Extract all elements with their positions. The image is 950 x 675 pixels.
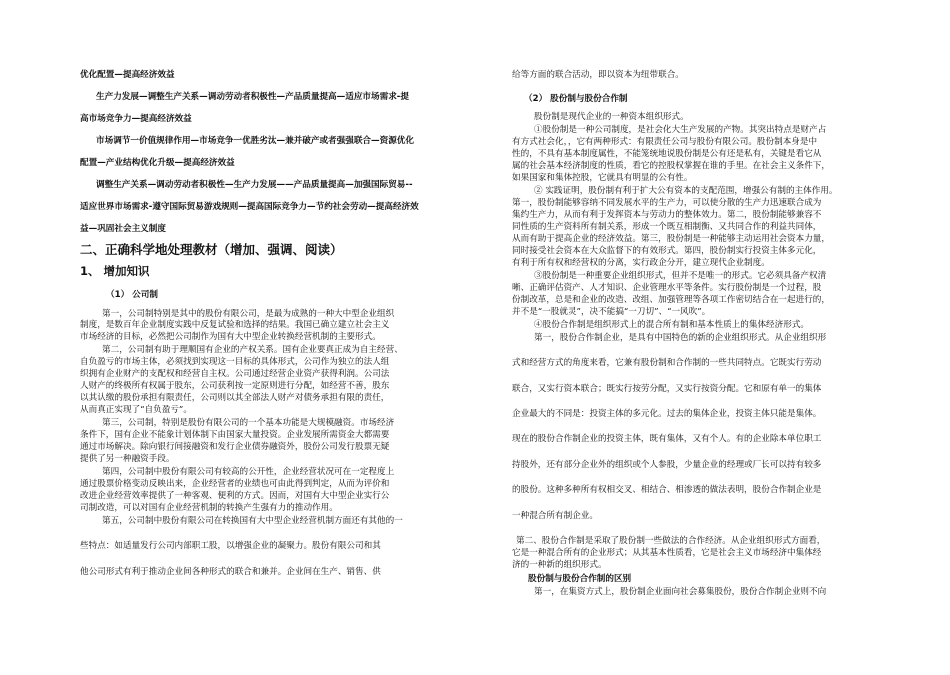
- left-bold-line: 优化配置—提高经济效益: [80, 70, 175, 80]
- left-text-line: 第二，公司制有助于理顺国有企业的产权关系。国有企业要真正成为自主经营、: [102, 345, 403, 355]
- right-text-line: 份制改革，总是和企业的改造、改组、加强管理等各项工作密切结合在一起进行的，: [512, 295, 830, 305]
- left-bold-line: 生产力发展—调整生产关系—调动劳动者积极性—产品质量提高—适应市场需求-提: [96, 92, 409, 102]
- left-bold-line: 高市场竞争力—提高经济效益: [80, 114, 192, 124]
- right-text-line: 的股份。这种多种所有权相交叉、相结合、相渗透的做法表明，股份合作制企业是: [512, 485, 822, 495]
- right-text-line: 同时接受社会资本在大众监督下的有效形式。第四，股份制实行投资主体多元化，: [512, 246, 822, 256]
- right-text-line: ③股份制是一种重要企业组织形式，但并不是唯一的形式。它必须具备产权清: [534, 271, 827, 281]
- right-text-line: 同性质的生产资料所有制关系，形成一个既互相制衡、又共同合作的利益共同体，: [512, 222, 822, 232]
- left-text-line: 人财产的终极所有权属于股东，公司获利按一定原则进行分配，如经营不善，股东: [80, 381, 390, 391]
- right-text-line: 持股外，还有部分企业外的组织或个人参股，少量企业的经理或厂长可以持有较多: [512, 460, 822, 470]
- subsection-heading: 1、 增加知识: [80, 264, 150, 278]
- right-text-line: 集约生产力，从而有利于发挥资本与劳动力的整体效力。第二，股份制能够兼容不: [512, 210, 822, 220]
- right-text-line: 第一，股份合作制企业，是具有中国特色的新的企业组织形式。从企业组织形: [534, 333, 827, 343]
- left-text-line: 第三，公司制，特别是股份有限公司的一个基本功能是大规模融资。市场经济: [102, 418, 395, 428]
- left-text-line: 条件下，国有企业不能象计划体制下由国家大量投资。企业发展所需资金大都需要: [80, 430, 390, 440]
- right-text-line: 晰、正确评估资产、人才知识、企业管理水平等条件。实行股份制是一个过程，股: [512, 283, 822, 293]
- left-text-line: 改进企业经营效率提供了一种客观、便利的方式。因而，对国有大中型企业实行公: [80, 491, 390, 501]
- right-text-line: 给等方面的联合活动，即以资本为纽带联合。: [512, 70, 684, 80]
- left-bold-line: 调整生产关系—调动劳动者积极性—生产力发展——产品质量提高—加强国际贸易--: [96, 180, 413, 190]
- right-text-line: 一种混合所有制企业。: [512, 511, 598, 521]
- left-text-line: 织拥有企业财产的支配权和经营自主权。公司通过经营企业资产获得利润。公司法: [80, 369, 390, 379]
- left-text-line: 从而真正实现了“自负盈亏”。: [80, 405, 192, 415]
- right-text-line: 属的社会基本经济制度的性质，看它的控股权掌握在谁的手里。在社会主义条件下，: [512, 161, 830, 171]
- left-bold-line: 适应世界市场需求-遵守国际贸易游戏规则—提高国际竞争力—节约社会劳动—提高经济效: [80, 202, 419, 212]
- right-bold-line: （2） 股份制与股份合作制: [524, 94, 628, 104]
- left-bold-line: 益—巩固社会主义制度: [80, 224, 166, 234]
- right-text-line: 它是一种混合所有的企业形式；从其基本性质看，它是社会主义市场经济中集体经: [512, 548, 822, 558]
- left-text-line: 通过股票价格变动反映出来，企业经营者的业绩也可由此得到判定，从而为评价和: [80, 479, 390, 489]
- left-text-line: 制度，是数百年企业制度实践中反复试验和选择的结果。我国已确立建立社会主义: [80, 320, 390, 330]
- right-text-line: 第二、股份合作制是采取了股份制一些做法的合作经济。从企业组织形式方面看，: [516, 536, 826, 546]
- right-text-line: 式和经营方式的角度来看，它兼有股份制和合作制的一些共同特点。它既实行劳动: [512, 358, 822, 368]
- section-heading: 二、正确科学地处理教材（增加、强调、阅读）: [80, 242, 343, 257]
- left-text-line: 以其认缴的股份承担有限责任，公司则以其全部法人财产对债务承担有限的责任，: [80, 393, 390, 403]
- right-text-line: 股份制是现代企业的一种资本组织形式。: [534, 112, 689, 122]
- left-text-line: 自负盈亏的市场主体，必须找到实现这一目标的具体形式，公司作为独立的法人组: [80, 357, 390, 367]
- right-text-line: 有利于所有权和经营权的分离，实行政企分开，建立现代企业制度。: [512, 258, 770, 268]
- left-bold-line: （1） 公司制: [106, 290, 158, 300]
- right-text-line: 如果国家和集体控股，它就具有明显的公有性。: [512, 173, 693, 183]
- right-text-line: 企业最大的不同是：投资主体的多元化。过去的集体企业，投资主体只能是集体。: [512, 409, 822, 419]
- left-text-line: 第四，公司制中股份有限公司有较高的公开性，企业经营状况可在一定程度上: [102, 467, 395, 477]
- right-text-line: 性的，不具有基本制度属性，不能笼统地说股份制是公有还是私有，关键是看它从: [512, 149, 822, 159]
- right-text-line: 第一，在集资方式上，股份制企业面向社会募集股份，股份合作制企业则不向: [534, 587, 827, 597]
- left-text-line: 第一，公司制特别是其中的股份有限公司，是最为成熟的一种大中型企业组织: [102, 309, 395, 319]
- right-text-line: 济的一种新的组织形式。: [512, 560, 607, 570]
- right-text-line: 从而有助于提高企业的经济效益。第三，股份制是一种能够主动运用社会资本力量，: [512, 234, 830, 244]
- right-text-line: ①股份制是一种公司制度，是社会化大生产发展的产物。其突出特点是财产占: [534, 125, 827, 135]
- right-text-line: 有方式社会化，，它有两种形式：有限责任公司与股份有限公司。股份制本身是中: [512, 137, 818, 147]
- right-text-line: 现在的股份合作制企业的投资主体，既有集体，又有个人。有的企业除本单位职工: [512, 434, 822, 444]
- right-text-line: 第一，股份制能够容纳不同发展水平的生产力，可以使分散的生产力迅速联合成为: [512, 198, 822, 208]
- right-text-line: ④股份合作制是组织形式上的混合所有制和基本性质上的集体经济形式。: [534, 320, 810, 330]
- left-text-line: 提供了另一种融资手段。: [80, 454, 175, 464]
- right-bold-line: 股份制与股份合作制的区别: [528, 574, 632, 584]
- left-text-line: 市场经济的目标，必然把公司制作为国有大中型企业转换经营机制的主要形式。: [80, 332, 381, 342]
- left-bold-line: 市场调节一价值规律作用—市场竞争一优胜劣汰—兼并破产或者强强联合—资源优化: [96, 136, 414, 146]
- left-text-line: 第五，公司制中股份有限公司在转换国有大中型企业经营机制方面还有其他的一: [102, 516, 403, 526]
- left-text-line: 他公司形式有利于推动企业间各种形式的联合和兼并。企业间在生产、销售、供: [80, 567, 381, 577]
- left-text-line: 通过市场解决。除向银行间接融资和发行企业债券融资外，股份公司发行股票无疑: [80, 442, 390, 452]
- left-bold-line: 配置—产业结构优化升级—提高经济效益: [80, 158, 235, 168]
- left-text-line: 司制改造，可以对国有企业经营机制的转换产生强有力的推动作用。: [80, 503, 338, 513]
- left-text-line: 些特点：如适量发行公司内部职工股，以增强企业的凝聚力。股份有限公司和其: [80, 541, 381, 551]
- right-text-line: 联合，又实行资本联合；既实行按劳分配，又实行按资分配。它和原有单一的集体: [512, 384, 822, 394]
- right-text-line: 并不是“一股就灵”，决不能搞“一刀切”、“一风吹”。: [512, 307, 711, 317]
- right-text-line: ② 实践证明，股份制有利于扩大公有资本的支配范围，增强公有制的主体作用。: [534, 186, 838, 196]
